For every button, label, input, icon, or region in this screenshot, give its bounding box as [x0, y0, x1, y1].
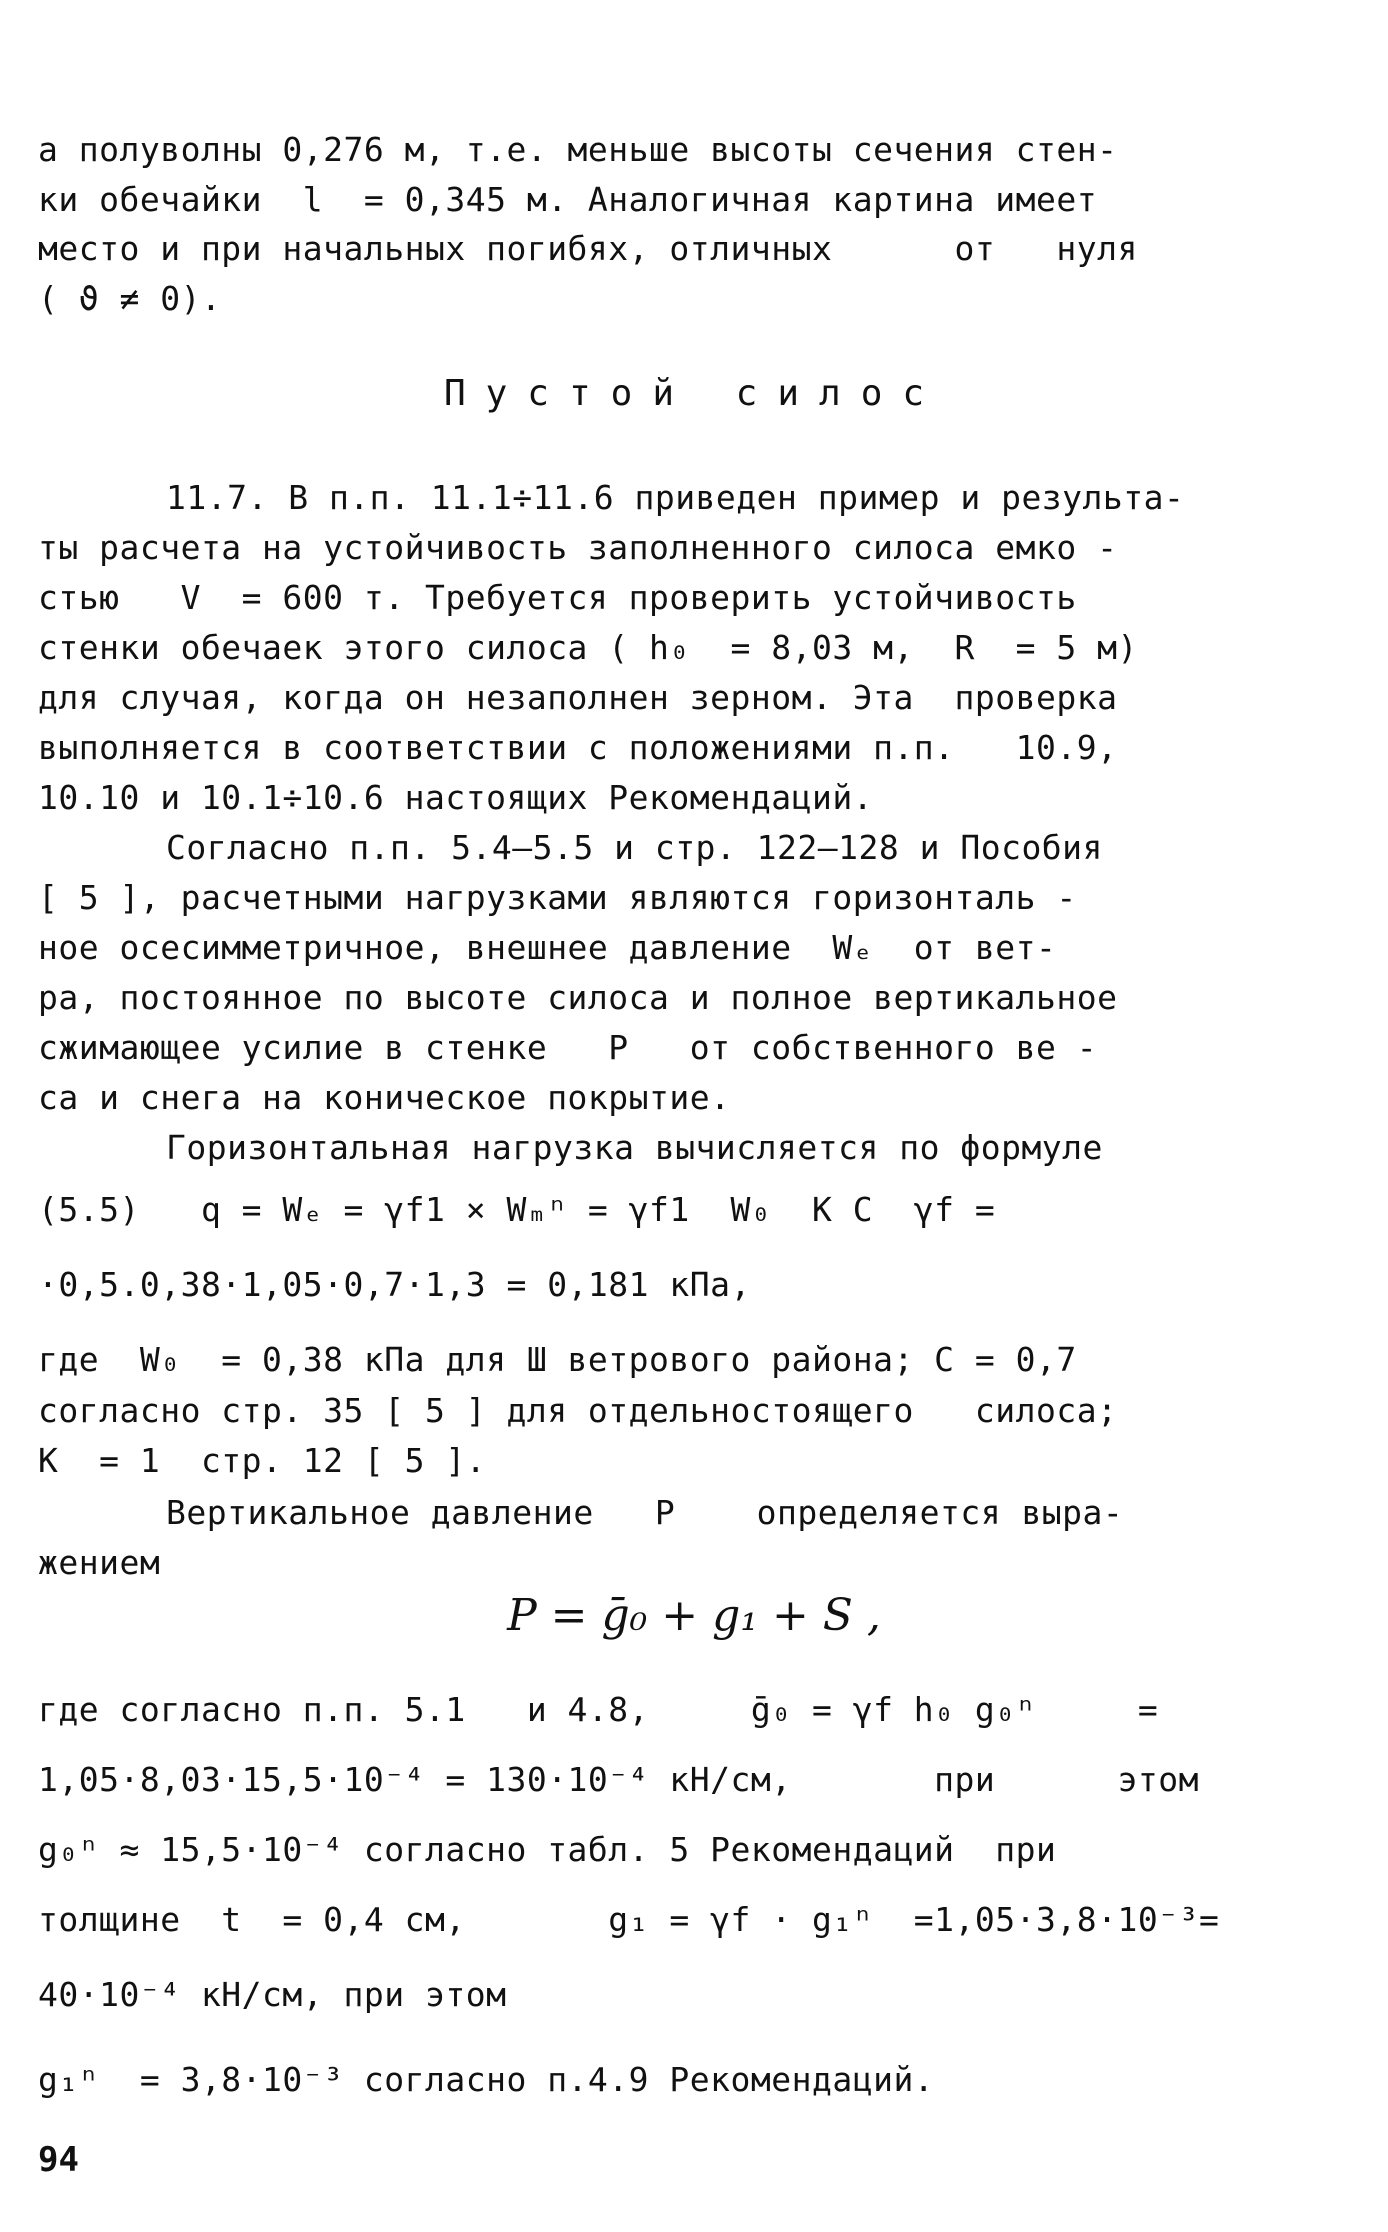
text-line: стью V = 600 т. Требуется проверить устойчивость [38, 578, 1077, 617]
text-line: для случая, когда он незаполнен зерном. Эта проверка [38, 678, 1118, 717]
text-line: ты расчета на устойчивость заполненного силоса емко - [38, 528, 1118, 567]
text-line: выполняется в соответствии с положениями п.п. 10.9, [38, 728, 1118, 767]
text-line: ра, постоянное по высоте силоса и полное вертикальное [38, 978, 1118, 1017]
formula-line: где согласно п.п. 5.1 и 4.8, ḡ₀ = γf h₀ g₀ⁿ = [38, 1690, 1159, 1729]
text-line: ки обечайки l = 0,345 м. Аналогичная картина имеет [38, 180, 1098, 219]
page-number: 94 [38, 2140, 79, 2180]
text-line: 10.10 и 10.1÷10.6 настоящих Рекомендаций. [38, 778, 874, 817]
formula-line: 1,05·8,03·15,5·10⁻⁴ = 130·10⁻⁴ кН/см, при этом [38, 1760, 1199, 1799]
text-line: K = 1 стр. 12 [ 5 ]. [38, 1441, 487, 1480]
text-line: Горизонтальная нагрузка вычисляется по формуле [166, 1128, 1103, 1167]
formula-line: g₀ⁿ ≈ 15,5·10⁻⁴ согласно табл. 5 Рекомендаций при [38, 1830, 1057, 1869]
vertical-pressure-formula: P = ḡ₀ + g₁ + S , [507, 1590, 881, 1641]
section-heading: Пустой силос [443, 373, 945, 414]
text-line: сжимающее усилие в стенке P от собственного ве - [38, 1028, 1098, 1067]
text-line: жением [38, 1543, 161, 1582]
formula-line: 40·10⁻⁴ кН/см, при этом [38, 1975, 507, 2014]
formula-line: g₁ⁿ = 3,8·10⁻³ согласно п.4.9 Рекомендаций. [38, 2060, 935, 2099]
text-line: стенки обечаек этого силоса ( h₀ = 8,03 м, R = 5 м) [38, 628, 1138, 667]
formula-line: толщине t = 0,4 см, g₁ = γf · g₁ⁿ =1,05·3,8·10⁻³= [38, 1900, 1220, 1939]
text-line: где W₀ = 0,38 кПа для Ш ветрового района; С = 0,7 [38, 1340, 1077, 1379]
text-line: согласно стр. 35 [ 5 ] для отдельностоящего силоса; [38, 1391, 1118, 1430]
formula-line: ·0,5.0,38·1,05·0,7·1,3 = 0,181 кПа, [38, 1265, 751, 1304]
text-line: Согласно п.п. 5.4–5.5 и стр. 122–128 и Пособия [166, 828, 1103, 867]
text-line: Вертикальное давление P определяется выра- [166, 1493, 1124, 1532]
text-line: а полуволны 0,276 м, т.е. меньше высоты сечения стен- [38, 130, 1118, 169]
formula-line: (5.5) q = Wₑ = γf1 × Wₘⁿ = γf1 W₀ K C γf = [38, 1190, 996, 1229]
text-line: ное осесимметричное, внешнее давление Wₑ от вет- [38, 928, 1057, 967]
text-line: [ 5 ], расчетными нагрузками являются горизонталь - [38, 878, 1077, 917]
text-line: са и снега на коническое покрытие. [38, 1078, 731, 1117]
text-line: место и при начальных погибях, отличных от нуля [38, 229, 1138, 268]
text-line: 11.7. В п.п. 11.1÷11.6 приведен пример и результа- [166, 478, 1185, 517]
text-line: ( ϑ ≠ 0). [38, 279, 222, 318]
